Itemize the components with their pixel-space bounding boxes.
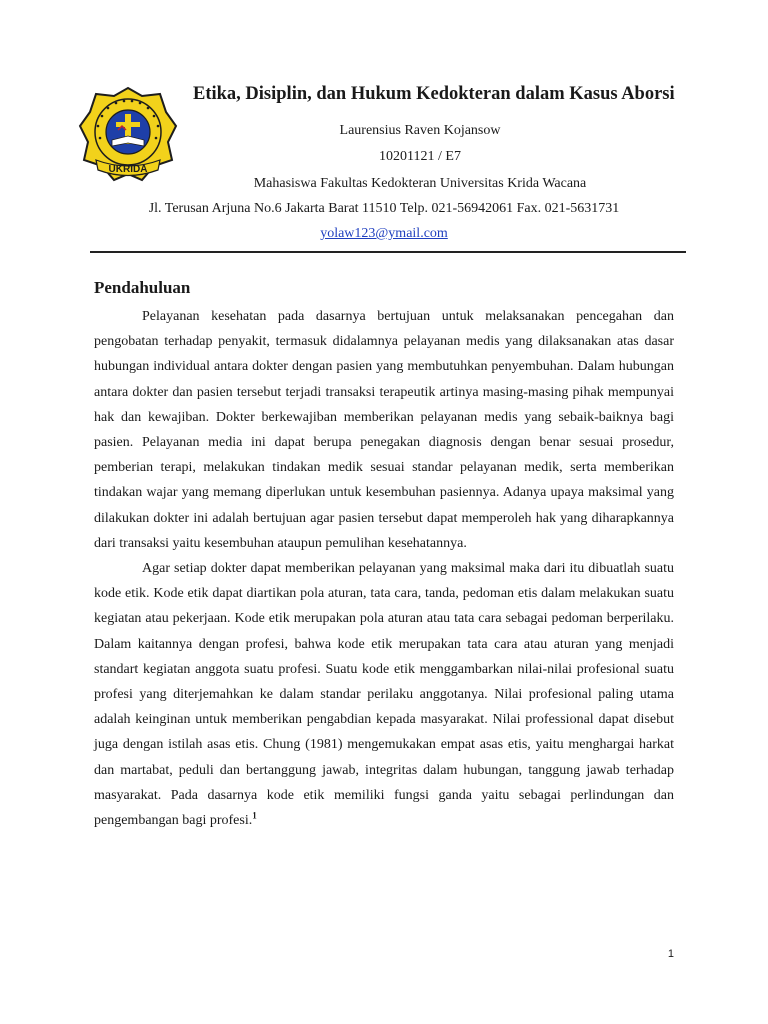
address: Jl. Terusan Arjuna No.6 Jakarta Barat 11510 Telp. 021-56942061 Fax. 021-5631731 [148, 201, 620, 216]
paragraph: Pelayanan kesehatan pada dasarnya bertujuan untuk melaksanakan pencegahan dan pengobatan terhadap penyakit, termasuk didalamnya pelayanan medis yang dilaksanakan atas dasar hubungan individual antara dokter dengan pasien yang membutuhkan penyembuhan. Dalam hubungan antara dokter dan pasien tersebut terjadi transaksi terapeutik artinya masing-masing pihak mempunyai hak dan kewajiban. Dokter berkewajiban memberikan pelayanan medis yang sebaik-baiknya bagi pasien. Pelayanan media ini dapat berupa penegakan diagnosis dengan benar sesuai prosedur, pemberian terapi, melakukan tindakan medik sesuai standar pelayanan medik, serta memberikan tindakan wajar yang memang diperlukan untuk kesembuhan pasiennya. Adanya upaya maksimal yang dilakukan dokter ini adalah bertujuan agar pasien tersebut dapat memperoleh hak yang diharapkannya dari transaksi yaitu kesembuhan ataupun pemulihan kesehatannya. [94, 309, 674, 551]
document-title: Etika, Disiplin, dan Hukum Kedokteran dalam Kasus Aborsi [193, 84, 675, 104]
section-body [94, 304, 674, 833]
email-link[interactable]: yolaw123@ymail.com [320, 226, 448, 241]
page-number: 1 [667, 948, 674, 960]
paragraph: Agar setiap dokter dapat memberikan pelayanan yang maksimal maka dari itu dibuatlah suatu kode etik. Kode etik dapat diartikan pola aturan, tata cara, tanda, pedoman etis dalam melakukan suatu kegiatan atau pekerjaan. Kode etik merupakan pola aturan atau tata cara sebagai pedoman berperilaku. Dalam kaitannya dengan profesi, bahwa kode etik merupakan tata cara atau aturan yang menjadi standart kegiatan anggota suatu profesi. Suatu kode etik menggambarkan nilai-nilai profesional suatu profesi yang diterjemahkan ke dalam standar perilaku anggotanya. Nilai profesional paling utama adalah keinginan untuk memberikan pengabdian kepada masyarakat. Nilai professional dapat disebut juga dengan istilah asas etis. Chung (1981) mengemukakan empat asas etis, yaitu menghargai harkat dan martabat, peduli dan bertanggung jawab, integritas dalam hubungan, tanggung jawab terhadap masyarakat. Pada dasarnya kode etik memiliki fungsi ganda yaitu sebagai perlindungan dan pengembangan bagi profesi.$^1$ [94, 561, 674, 829]
header-divider [90, 251, 686, 253]
author-name: Laurensius Raven Kojansow [339, 123, 501, 138]
student-id: 10201121 / E7 [379, 149, 461, 164]
svg-text:UKRIDA: UKRIDA [108, 164, 148, 175]
affiliation: Mahasiswa Fakultas Kedokteran Universitas Krida Wacana [253, 176, 587, 191]
section-heading: Pendahuluan [94, 278, 191, 297]
email-line [0, 226, 768, 242]
footnote-marker[interactable]: 1 [252, 810, 257, 821]
